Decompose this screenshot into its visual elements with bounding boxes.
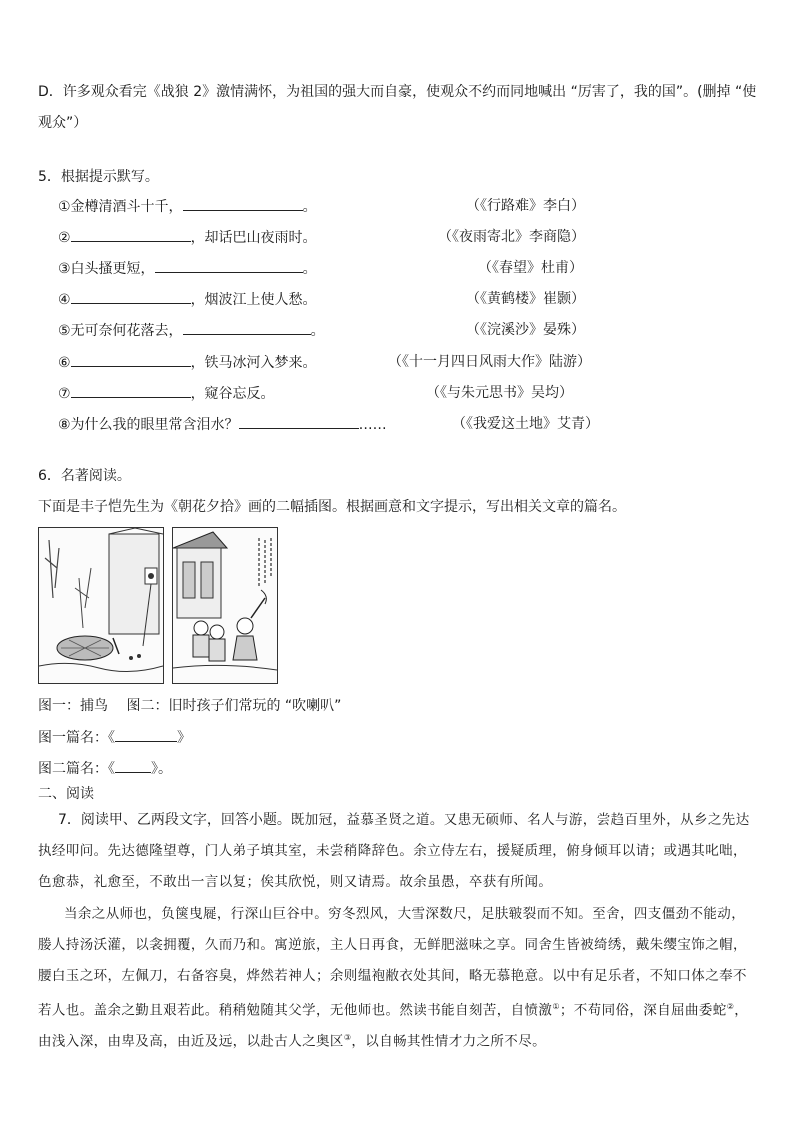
fill-blank[interactable] — [183, 320, 311, 335]
fill-blank[interactable] — [71, 289, 191, 304]
q7-p2-line-2: 媵人持汤沃灌，以衾拥覆，久而乃和。寓逆旅，主人日再食，无鲜肥滋味之享。同舍生皆被绮绣，戴朱缨宝饰之帽， — [38, 937, 747, 953]
q5-source-4: （《黄鹤楼》崔颢） — [466, 291, 585, 307]
q6-caption: 图一：捕鸟 图二：旧时孩子们常玩的 “吹喇叭” — [38, 698, 342, 714]
q6-prompt: 下面是丰子恺先生为《朝花夕拾》画的二幅插图。根据画意和文字提示，写出相关文章的篇名。 — [38, 499, 626, 515]
q5-title: 5．根据提示默写。 — [38, 169, 159, 185]
q5-item-2: ② ，却话巴山夜雨时。 — [58, 227, 317, 248]
q7-p1-line-3: 色愈恭，礼愈至，不敢出一言以复；俟其欣悦，则又请焉。故余虽愚，卒获有所闻。 — [38, 874, 553, 890]
fill-blank[interactable] — [71, 227, 191, 242]
q7-p2-line-3: 腰白玉之环，左佩刀，右备容臭，烨然若神人；余则缊袍敝衣处其间，略无慕艳意。以中有足乐者，不知口体之奉不 — [38, 968, 747, 984]
q7-line-1: 7．阅读甲、乙两段文字，回答小题。既加冠，益慕圣贤之道。又患无硕师、名人与游，尝趋百里外，从乡之先达 — [58, 812, 750, 828]
option-d-line2: 观众”） — [38, 115, 88, 131]
option-d-line1: D．许多观众看完《战狼 2》激情满怀，为祖国的强大而自豪，使观众不约而同地喊出 “厉害了，我的国”。(删掉 “使 — [38, 84, 757, 100]
q5-item-4: ④ ，烟波江上使人愁。 — [58, 289, 317, 310]
q7-p2-line-5: 由浅入深，由卑及高，由近及远，以赴古人之奥区③，以自畅其性情才力之所不尽。 — [38, 1033, 546, 1050]
section-2-title: 二、阅读 — [38, 786, 94, 802]
bird-catching-drawing — [39, 528, 163, 683]
fill-blank[interactable] — [115, 758, 151, 773]
fill-blank[interactable] — [115, 727, 177, 742]
q5-item-5: ⑤无可奈何花落去， 。 — [58, 320, 325, 341]
q5-item-3: ③白头搔更短， 。 — [58, 258, 317, 279]
q5-source-3: （《春望》杜甫） — [478, 260, 583, 276]
q5-source-5: （《浣溪沙》晏殊） — [466, 322, 585, 338]
q5-item-8: ⑧为什么我的眼里常含泪水？ …… — [58, 414, 387, 435]
q5-source-7: （《与朱元思书》吴均） — [426, 385, 573, 401]
q6-answer-2: 图二篇名：《 》。 — [38, 758, 172, 779]
q5-source-6: （《十一月四日风雨大作》陆游） — [388, 354, 591, 370]
q5-source-8: （《我爱这土地》艾青） — [452, 416, 599, 432]
q7-p2-line-4: 若人也。盖余之勤且艰若此。稍稍勉随其父学，无他师也。然读书能自刻苦，自愤激①；不苟同俗，深自屈曲委蛇②， — [38, 1002, 749, 1019]
q5-item-7: ⑦ ，窥谷忘反。 — [58, 383, 275, 404]
q7-p2-line-1: 当余之从师也，负箧曳屣，行深山巨谷中。穷冬烈风，大雪深数尺，足肤皲裂而不知。至舍，四支僵劲不能动， — [64, 906, 746, 922]
children-playing-drawing — [173, 528, 277, 683]
q5-item-6: ⑥ ，铁马冰河入梦来。 — [58, 352, 317, 373]
q7-p1-line-2: 执经叩问。先达德隆望尊，门人弟子填其室，未尝稍降辞色。余立侍左右，援疑质理，俯身倾耳以请；或遇其叱咄， — [38, 843, 747, 859]
q6-answer-1: 图一篇名：《 》 — [38, 727, 191, 748]
fill-blank[interactable] — [183, 196, 303, 211]
illustration-catching-birds — [38, 527, 164, 684]
fill-blank[interactable] — [71, 383, 191, 398]
illustration-blowing-trumpet — [172, 527, 278, 684]
q5-source-1: （《行路难》李白） — [466, 198, 585, 214]
fill-blank[interactable] — [71, 352, 191, 367]
q5-item-1: ①金樽清酒斗十千， 。 — [58, 196, 317, 217]
fill-blank[interactable] — [155, 258, 303, 273]
q5-source-2: （《夜雨寄北》李商隐） — [438, 229, 585, 245]
q6-title: 6．名著阅读。 — [38, 468, 131, 484]
fill-blank[interactable] — [239, 414, 359, 429]
